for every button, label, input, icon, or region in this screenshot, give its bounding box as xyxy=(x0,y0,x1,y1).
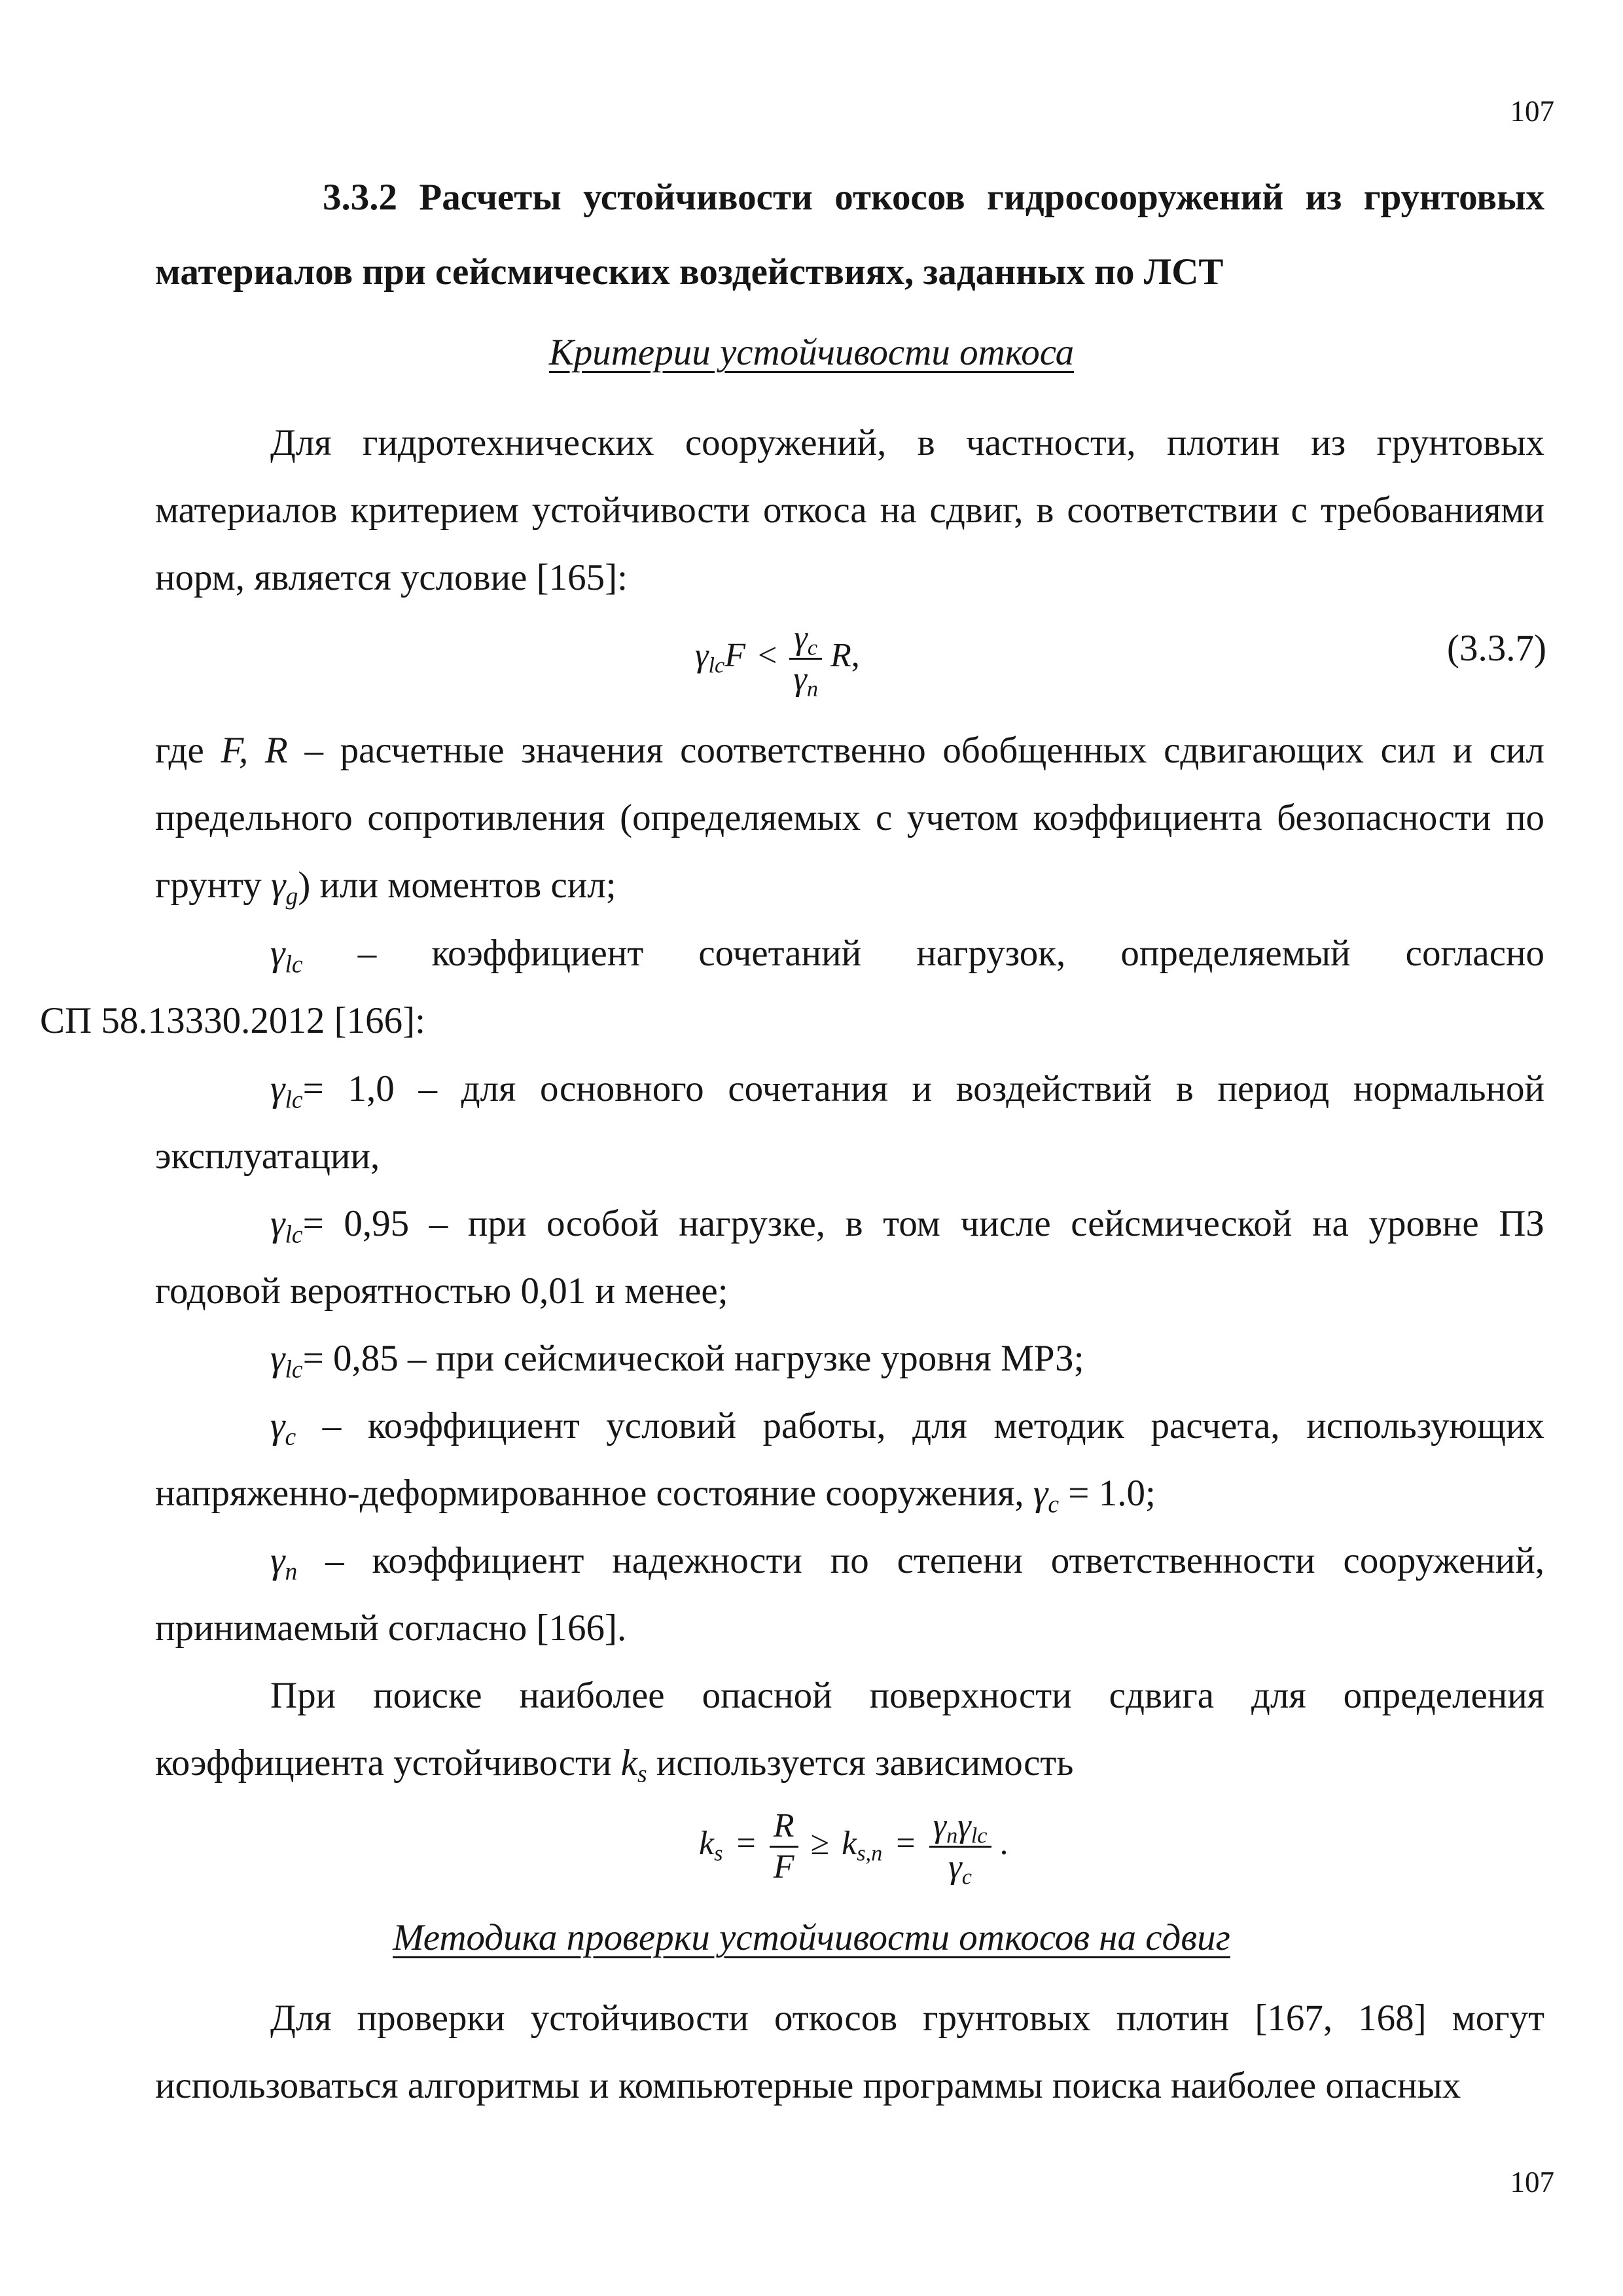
subheading-method: Методика проверки устойчивости откосов на сдвиг xyxy=(393,1917,1230,1958)
paragraph-method: Для проверки устойчивости откосов грунтовых плотин [167, 168] могут использоваться алгоритмы и компьютерные программы поиска наиболее опасных xyxy=(155,1998,1544,2106)
formula2-fraction-rf: $\frac{R}{F}$ xyxy=(770,1806,798,1887)
page-number-bottom: 107 xyxy=(1510,2166,1554,2198)
subheading-criteria: Критерии устойчивости откоса xyxy=(548,332,1075,373)
formula-3-3-7: $\gamma_{lc}F$ < $\frac{\gamma_c}{\gamma_n}$ R, xyxy=(695,619,860,702)
paragraph-where: где F, R – расчетные значения соответственно обобщенных сдвигающих сил и сил предельного сопротивления (определяемых с учетом коэффициента безопасности по грунту $\gamma_g$) или моментов сил; xyxy=(155,730,1545,910)
formula1-rhs: R xyxy=(830,637,851,675)
paragraph-search: При поиске наиболее опасной поверхности сдвига для определения коэффициента устойчивости $k_s$ используется зависимость xyxy=(155,1675,1544,1788)
formula2-fraction-gamma: $\frac{\gamma_n\gamma_{lc}}{\gamma_c}$ xyxy=(929,1806,991,1887)
equation-number: (3.3.7) xyxy=(1447,628,1546,669)
section-heading: 3.3.2 Расчеты устойчивости откосов гидросооружений из грунтовых материалов при сейсмических воздействиях, заданных по ЛСТ xyxy=(155,177,1544,293)
formula1-fraction: $\frac{\gamma_c}{\gamma_n}$ xyxy=(789,619,822,699)
page-number-top: 107 xyxy=(1510,95,1554,128)
definition-gamma-lc: $\gamma_{lc}$ – коэффициент сочетаний нагрузок, определяемый согласно СП 58.13330.2012 [166]: xyxy=(40,933,1544,1041)
definition-gamma-c: $\gamma_c$ – коэффициент условий работы, для методик расчета, использующих напряженно-деформированное состояние сооружения, $\gamma_c = 1.0$; xyxy=(155,1405,1545,1518)
gamma-lc-0-85: $\gamma_{lc}= 0,85$ – при сейсмической нагрузке уровня МРЗ; xyxy=(270,1338,1084,1384)
gamma-lc-0-95: $\gamma_{lc}= 0,95$ – при особой нагрузке, в том числе сейсмической на уровне ПЗ годовой вероятностью 0,01 и менее; xyxy=(155,1203,1544,1312)
gamma-lc-1-0: $\gamma_{lc}= 1,0$ – для основного сочетания и воздействий в период нормальной эксплуатации, xyxy=(155,1068,1544,1177)
formula1-relation: < xyxy=(758,637,777,675)
paragraph-intro: Для гидротехнических сооружений, в частности, плотин из грунтовых материалов критерием устойчивости откоса на сдвиг, в соответствии с требованиями норм, является условие [165]: xyxy=(155,422,1544,598)
formula-ks: $k_s$ = $\frac{R}{F}$ ≥ $k_{s,n}$ = $\frac{\gamma_n\gamma_{lc}}{\gamma_c}$ . xyxy=(699,1807,1008,1890)
formula1-lhs: $\gamma_{lc}F$ xyxy=(695,637,746,678)
definition-gamma-n: $\gamma_n$ – коэффициент надежности по степени ответственности сооружений, принимаемый согласно [166]. xyxy=(155,1540,1545,1649)
